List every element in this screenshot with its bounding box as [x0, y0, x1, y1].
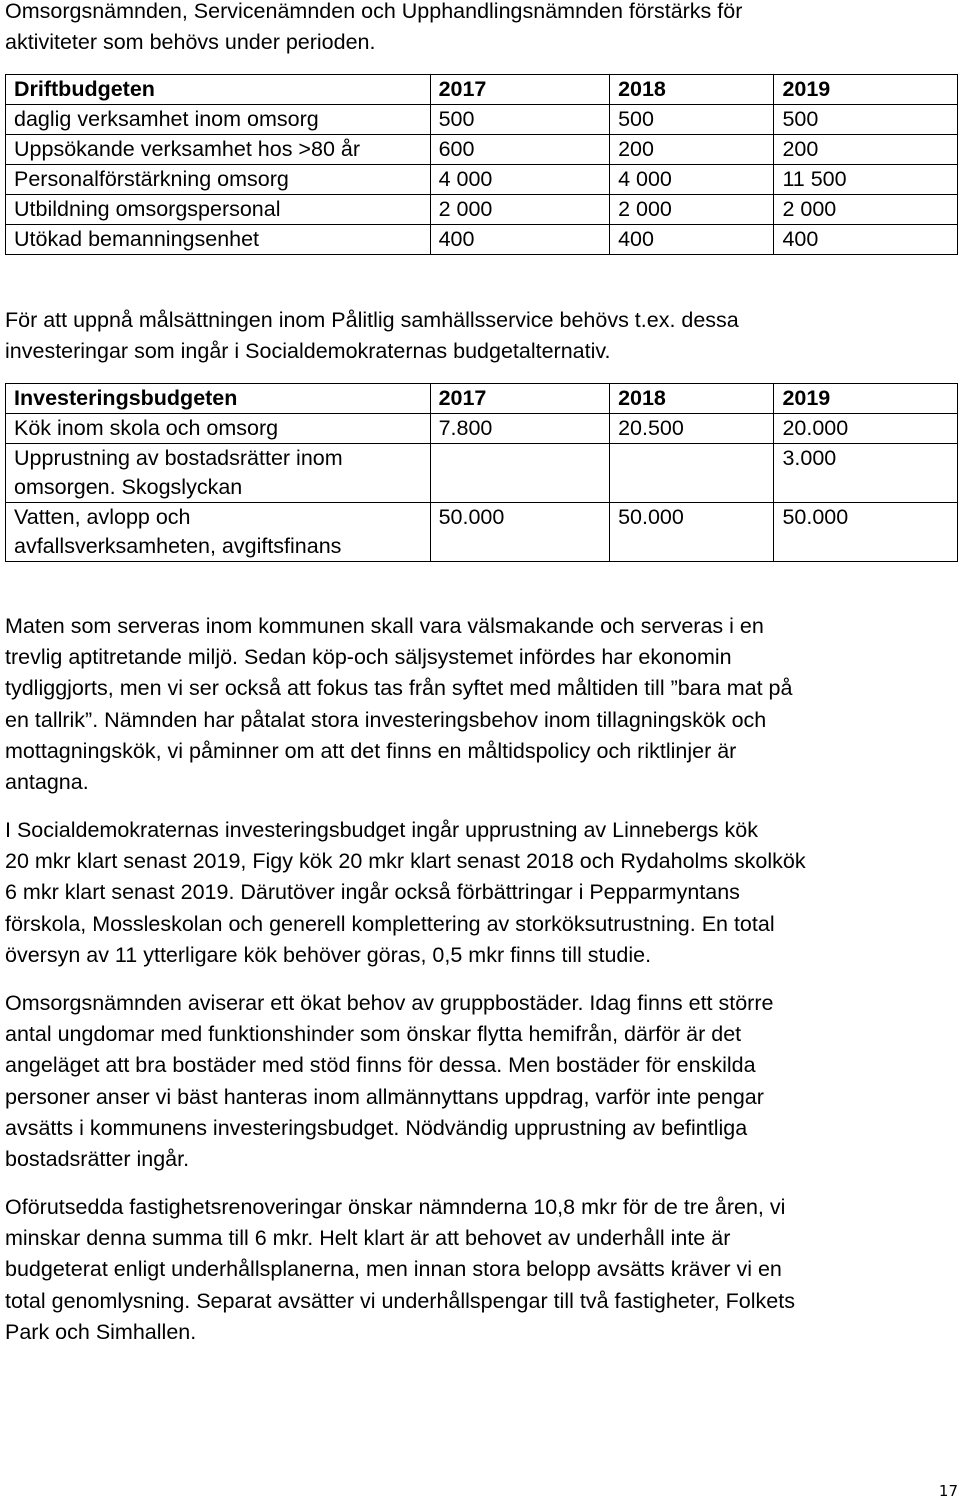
header-cell-label: Driftbudgeten: [6, 75, 431, 105]
value-2017: 500: [430, 105, 610, 135]
value-2019: 50.000: [774, 503, 958, 562]
value-2018: 20.500: [610, 414, 774, 444]
intro-paragraph: Omsorgsnämnden, Servicenämnden och Upphandlingsnämnden förstärks för aktiviteter som behövs under perioden.: [5, 0, 743, 55]
value-2019: 500: [774, 105, 958, 135]
palitlig-paragraph: För att uppnå målsättningen inom Pålitlig samhällsservice behövs t.ex. dessa investeringar som ingår i Socialdemokraternas budgetalternativ.: [5, 308, 739, 364]
drift-budget-table: [5, 74, 958, 255]
body-paragraph-housing: Omsorgsnämnden aviserar ett ökat behov av gruppbostäder. Idag finns ett större antal ungdomar med funktionshinder som önskar flytta hemifrån, därför är det angeläget att bra bostäder med stöd finns för dessa. Men bostäder för enskilda personer anser vi bäst hanteras inom allmännyttans uppdrag, varför inte pengar avsätts i kommunens investeringsbudget. Nödvändig upprustning av befintliga bostadsrätter ingår.: [5, 991, 774, 1172]
body-paragraph-maintenance: Oförutsedda fastighetsrenoveringar önskar nämnderna 10,8 mkr för de tre åren, vi minskar denna summa till 6 mkr. Helt klart är att behovet av underhåll inte är budgeterat enligt underhållsplanerna, men innan stora belopp avsätts kräver vi en total genomlysning. Separat avsätter vi underhållspengar till två fastigheter, Folkets Park och Simhallen.: [5, 1195, 795, 1344]
header-cell-label: Investeringsbudgeten: [6, 384, 431, 414]
value-2017: 400: [430, 225, 610, 255]
table-row: [6, 135, 958, 165]
header-cell-2019: 2019: [774, 75, 958, 105]
body-paragraph-food: Maten som serveras inom kommunen skall vara välsmakande och serveras i en trevlig aptitretande miljö. Sedan köp-och säljsystemet infördes har ekonomin tydliggjorts, men vi ser också att fokus tas från syftet med måltiden till ”bara mat på en tallrik”. Nämnden har påtalat stora investeringsbehov inom tillagningskök och mottagningskök, vi påminner om att det finns en måltidspolicy och riktlinjer är antagna.: [5, 614, 793, 795]
table-row: [6, 444, 958, 503]
table-header-row: [6, 75, 958, 105]
table-row: [6, 195, 958, 225]
page-number: 17: [938, 1482, 958, 1500]
value-2017: 50.000: [430, 503, 610, 562]
value-2018: 500: [610, 105, 774, 135]
header-cell-2017: 2017: [430, 75, 610, 105]
value-2018: 200: [610, 135, 774, 165]
value-2018: [610, 444, 774, 503]
table-row: [6, 503, 958, 562]
value-2017: 7.800: [430, 414, 610, 444]
table-header-row: [6, 384, 958, 414]
row-label: daglig verksamhet inom omsorg: [6, 105, 431, 135]
row-label: Utbildning omsorgspersonal: [6, 195, 431, 225]
table-row: [6, 225, 958, 255]
value-2018: 4 000: [610, 165, 774, 195]
header-cell-2019: 2019: [774, 384, 958, 414]
value-2019: 400: [774, 225, 958, 255]
value-2017: 2 000: [430, 195, 610, 225]
value-2019: 2 000: [774, 195, 958, 225]
header-cell-2018: 2018: [610, 75, 774, 105]
value-2018: 400: [610, 225, 774, 255]
value-2018: 2 000: [610, 195, 774, 225]
body-paragraph-kitchens: I Socialdemokraternas investeringsbudget ingår upprustning av Linnebergs kök 20 mkr klart senast 2019, Figy kök 20 mkr klart senast 2018 och Rydaholms skolkök 6 mkr klart senast 2019. Därutöver ingår också förbättringar i Pepparmyntans förskola, Mossleskolan och generell komplettering av storköksutrustning. En total översyn av 11 ytterligare kök behöver göras, 0,5 mkr finns till studie.: [5, 818, 806, 967]
value-2019: 20.000: [774, 414, 958, 444]
row-label: Kök inom skola och omsorg: [6, 414, 431, 444]
table-row: [6, 165, 958, 195]
value-2019: 200: [774, 135, 958, 165]
value-2019: 11 500: [774, 165, 958, 195]
value-2017: [430, 444, 610, 503]
row-label: Uppsökande verksamhet hos >80 år: [6, 135, 431, 165]
value-2017: 4 000: [430, 165, 610, 195]
row-label: Personalförstärkning omsorg: [6, 165, 431, 195]
row-label: Utökad bemanningsenhet: [6, 225, 431, 255]
header-cell-2018: 2018: [610, 384, 774, 414]
row-label: Upprustning av bostadsrätter inom omsorgen. Skogslyckan: [6, 444, 431, 503]
header-cell-2017: 2017: [430, 384, 610, 414]
investment-budget-table: [5, 383, 958, 562]
value-2017: 600: [430, 135, 610, 165]
value-2019: 3.000: [774, 444, 958, 503]
row-label: Vatten, avlopp och avfallsverksamheten, avgiftsfinans: [6, 503, 431, 562]
table-row: [6, 414, 958, 444]
value-2018: 50.000: [610, 503, 774, 562]
table-row: [6, 105, 958, 135]
